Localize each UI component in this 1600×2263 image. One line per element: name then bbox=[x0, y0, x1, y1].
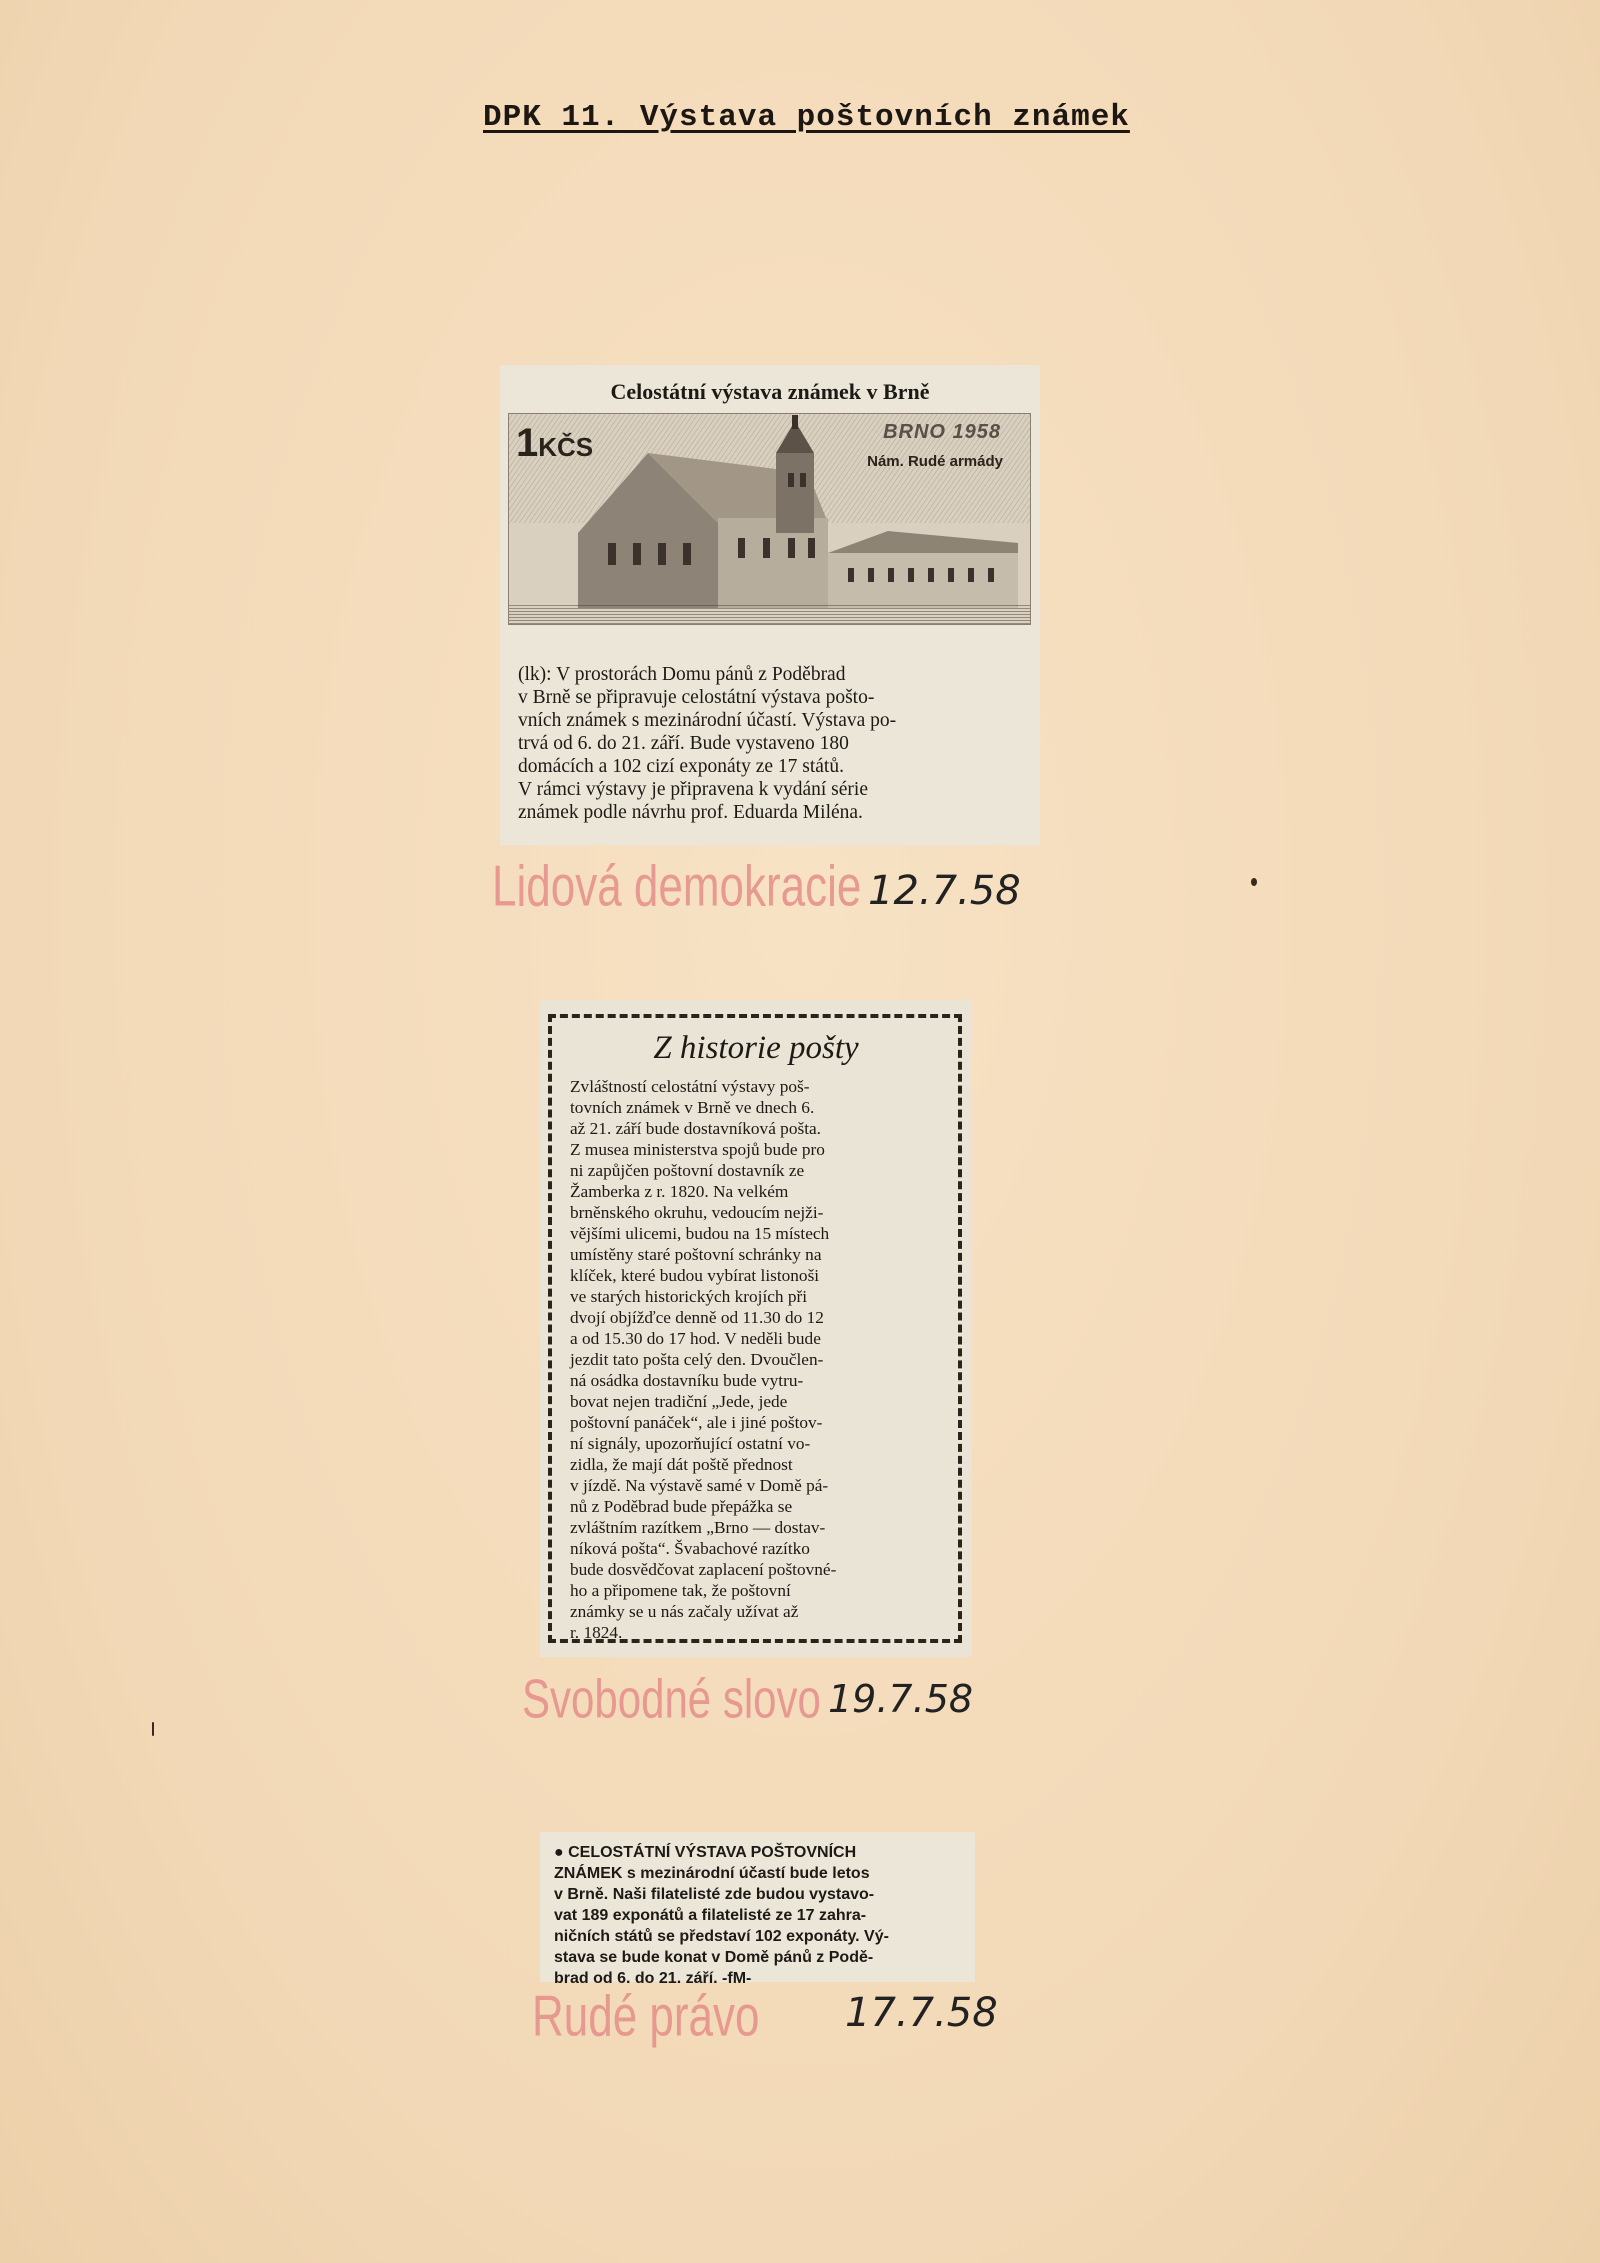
clipping-lidova-demokracie bbox=[500, 365, 1040, 845]
text-line: poštovní panáček“, ale i jiné poštov- bbox=[570, 1413, 823, 1432]
handwritten-date: 12.7.58 bbox=[868, 868, 1021, 914]
text-line: ná osádka dostavníku bude vytru- bbox=[570, 1371, 804, 1390]
page-heading: DPK 11. Výstava poštovních známek bbox=[483, 100, 1130, 135]
text-line: Z musea ministerstva spojů bude pro bbox=[570, 1140, 825, 1159]
text-line: trvá od 6. do 21. září. Bude vystaveno 180 bbox=[518, 733, 849, 754]
text-line: ve starých historických krojích při bbox=[570, 1287, 808, 1306]
text-line: stava se bude konat v Domě pánů z Podě- bbox=[554, 1949, 874, 1966]
text-line: domácích a 102 cizí exponáty ze 17 států. bbox=[518, 756, 844, 777]
text-line: ● CELOSTÁTNÍ VÝSTAVA POŠTOVNÍCH bbox=[554, 1844, 857, 1861]
clipping-rude-pravo bbox=[540, 1832, 975, 1987]
text-line: a od 15.30 do 17 hod. V neděli bude bbox=[570, 1329, 821, 1348]
text-line: umístěny staré poštovní schránky na bbox=[570, 1245, 822, 1264]
source-stamp-svobodne-slovo: Svobodné slovo bbox=[522, 1668, 821, 1730]
text-line: bovat nejen tradiční „Jede, jede bbox=[570, 1392, 788, 1411]
text-line: Žamberka z r. 1820. Na velkém bbox=[570, 1182, 789, 1201]
text-line: nů z Poděbrad bude přepážka se bbox=[570, 1497, 793, 1516]
text-line: vních známek s mezinárodní účastí. Výstava po- bbox=[518, 710, 897, 731]
text-line: ZNÁMEK s mezinárodní účastí bude letos bbox=[554, 1865, 870, 1882]
text-line: známek podle návrhu prof. Eduarda Miléna. bbox=[518, 802, 863, 823]
text-line: vějšími ulicemi, budou na 15 místech bbox=[570, 1224, 830, 1243]
text-line: zidla, že mají dát poště přednost bbox=[570, 1455, 793, 1474]
text-line: v Brně se připravuje celostátní výstava pošto- bbox=[518, 687, 875, 708]
handwritten-date: 19.7.58 bbox=[828, 1677, 974, 1721]
text-line: V rámci výstavy je připravena k vydání série bbox=[518, 779, 868, 800]
text-line: ní signály, upozorňující ostatní vo- bbox=[570, 1434, 811, 1453]
stamp-place-caption: Nám. Rudé armády bbox=[867, 453, 1003, 470]
text-line: dvojí objížďce denně od 11.30 do 12 bbox=[570, 1308, 824, 1327]
text-line: ni zapůjčen poštovní dostavník ze bbox=[570, 1161, 805, 1180]
text-line: (lk): V prostorách Domu pánů z Poděbrad bbox=[518, 664, 846, 685]
clipping-body-text bbox=[554, 1842, 974, 1989]
source-stamp-lidova-demokracie: Lidová demokracie bbox=[492, 855, 862, 919]
handwritten-date: 17.7.58 bbox=[845, 1990, 998, 2036]
clipping-svobodne-slovo bbox=[540, 1000, 972, 1657]
text-line: brněnského okruhu, vedoucím nejži- bbox=[570, 1203, 824, 1222]
text-line: bude dosvědčovat zaplacení poštovné- bbox=[570, 1560, 837, 1579]
text-line: v jízdě. Na výstavě samé v Domě pá- bbox=[570, 1476, 829, 1495]
text-line: v Brně. Naši filatelisté zde budou vystavo- bbox=[554, 1886, 875, 1903]
text-line: známky se u nás začaly užívat až bbox=[570, 1602, 799, 1621]
text-line: vat 189 exponátů a filatelisté ze 17 zahra- bbox=[554, 1907, 867, 1924]
stamp-imprint: BRNO 1958 bbox=[883, 421, 1001, 443]
text-line: zvláštním razítkem „Brno — dostav- bbox=[570, 1518, 826, 1537]
text-line: brad od 6. do 21. září. -fM- bbox=[554, 1970, 752, 1987]
text-line: ho a připomene tak, že poštovní bbox=[570, 1581, 791, 1600]
text-line: jezdit tato pošta celý den. Dvoučlen- bbox=[570, 1350, 824, 1369]
paper-blemish bbox=[1251, 878, 1257, 886]
paper-blemish bbox=[152, 1722, 154, 1736]
clipping-title: Celostátní výstava známek v Brně bbox=[610, 379, 930, 404]
clipping-title: Z historie pošty bbox=[653, 1030, 859, 1066]
text-line: ničních států se představí 102 exponáty. Vý- bbox=[554, 1928, 889, 1945]
text-line: tovních známek v Brně ve dnech 6. bbox=[570, 1098, 815, 1117]
text-line: r. 1824. bbox=[570, 1623, 623, 1642]
text-line: Zvláštností celostátní výstavy poš- bbox=[570, 1077, 810, 1096]
clipping-body-text bbox=[518, 663, 1048, 824]
text-line: klíček, které budou vybírat listonoši bbox=[570, 1266, 820, 1285]
stamp-denomination: 1KČS bbox=[516, 421, 594, 465]
postage-stamp-image bbox=[508, 413, 1031, 625]
text-line: až 21. září bude dostavníková pošta. bbox=[570, 1119, 821, 1138]
source-stamp-rude-pravo: Rudé právo bbox=[532, 1985, 760, 2049]
text-line: níková pošta“. Švabachové razítko bbox=[570, 1539, 810, 1558]
clipping-body-text bbox=[570, 1076, 960, 1643]
